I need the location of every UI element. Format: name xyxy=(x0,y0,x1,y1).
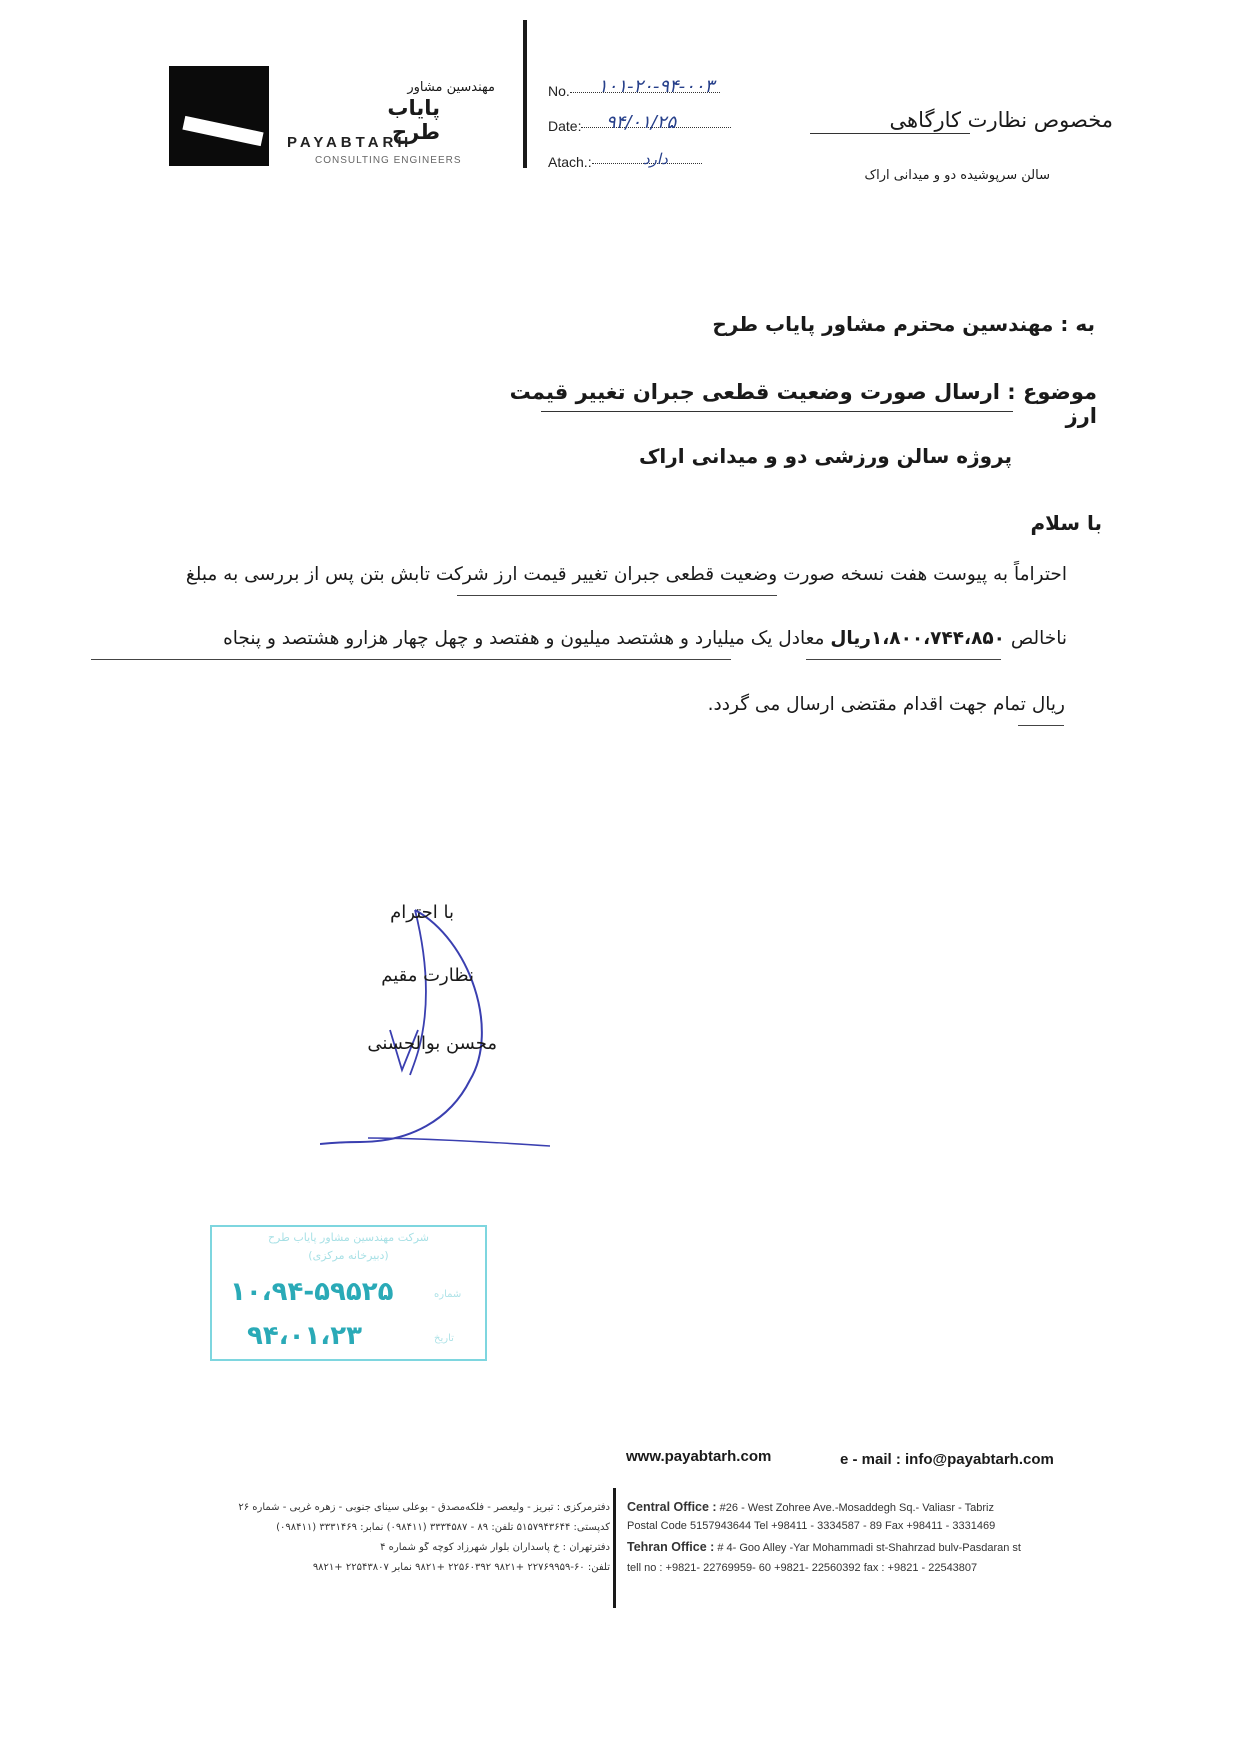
signature-role: نظارت مقیم xyxy=(381,965,474,986)
body-paragraph-line-2 xyxy=(91,628,1067,649)
attachment-value: دارد xyxy=(643,150,668,168)
website-link[interactable]: www.payabtarh.com xyxy=(626,1448,772,1465)
amount-words-underline xyxy=(91,659,731,660)
logo-english-caption: CONSULTING ENGINEERS xyxy=(315,155,462,166)
closing-sentence: تمام جهت اقدام مقتضی ارسال می گردد. xyxy=(707,694,1032,715)
tehran-office-address xyxy=(627,1540,1021,1554)
logo-english-name: PAYABTARH xyxy=(287,134,413,151)
stamp-subheader: (دبیرخانه مرکزی) xyxy=(308,1249,389,1262)
tehran-office-contact: tell no : +9821- 22769959- 60 +9821- 22560392 fax : +9821 - 22543807 xyxy=(627,1562,978,1574)
body-paragraph-line-3 xyxy=(670,694,1065,715)
footer-fa-line-2: کدپستی: ۵۱۵۷۹۴۳۶۴۴ تلفن: ۸۹ - ۳۳۳۴۵۸۷ (۰۹۸۴۱۱) نمابر: ۳۳۳۱۴۶۹ (۰۹۸۴۱۱) xyxy=(276,1522,610,1533)
stamp-number: ۱۰،۹۴-۵۹۵۲۵ xyxy=(230,1277,394,1307)
project-caption: سالن سرپوشیده دو و میدانی اراک xyxy=(864,168,1050,183)
logo-persian-name: پایاب طرح xyxy=(387,96,440,144)
date-value: ۹۴/۰۱/۲۵ xyxy=(606,112,677,133)
body-paragraph-line-1: احتراماً به پیوست هفت نسخه صورت وضعیت قطعی جبران تغییر قیمت ارز شرکت تابش بتن پس از بررسی به مبلغ xyxy=(185,564,1067,585)
department-title: مخصوص نظارت کارگاهی xyxy=(889,108,1113,132)
footer-divider xyxy=(613,1488,616,1608)
stamp-number-label: شماره xyxy=(434,1289,462,1300)
footer-fa-line-3: دفترتهران : خ پاسداران بلوار شهرزاد کوچه گو شماره ۴ xyxy=(380,1542,610,1553)
rial-word: ریال xyxy=(1031,694,1065,715)
registry-stamp xyxy=(210,1225,487,1361)
rial-underline xyxy=(1018,725,1064,726)
salutation: با سلام xyxy=(1030,511,1102,535)
amount-figure: ۱،۸۰۰،۷۴۴،۸۵۰ریال xyxy=(830,628,1005,649)
department-title-underline xyxy=(810,133,970,134)
central-office-label: Central Office : xyxy=(627,1500,717,1514)
amount-in-words: معادل یک میلیارد و هشتصد میلیون و هفتصد و چهل چهار هزارو هشتصد و پنجاه xyxy=(223,628,831,649)
letter-date-row xyxy=(548,112,731,134)
tehran-office-label: Tehran Office : xyxy=(627,1540,715,1554)
date-label: Date: xyxy=(548,118,582,134)
letter-number-row xyxy=(548,76,720,99)
logo-slash-shape xyxy=(182,116,263,146)
number-value: ۱۰۱-۲۰-۹۴-۰۰۳ xyxy=(598,76,715,97)
email-link[interactable]: e - mail : info@payabtarh.com xyxy=(840,1451,1054,1468)
central-office-street: #26 - West Zohree Ave.-Mosaddegh Sq.- Valiasr - Tabriz xyxy=(716,1502,994,1514)
company-logo-mark xyxy=(169,66,269,166)
logo-persian-caption: مهندسین مشاور xyxy=(407,80,495,95)
letter-attachment-row xyxy=(548,150,702,170)
gross-label: ناخالص xyxy=(1004,628,1067,649)
signature-name: محسن بوالحسنی xyxy=(367,1033,497,1054)
stamp-date-label: تاریخ xyxy=(434,1333,454,1344)
amount-underline xyxy=(806,659,1001,660)
body-line-1-underline xyxy=(457,595,777,596)
stamp-date: ۹۴،۰۱،۲۳ xyxy=(247,1321,362,1351)
footer-fa-line-1: دفترمرکزی : تبریز - ولیعصر - فلکه‌مصدق - بوعلی سینای جنوبی - زهره غربی - شماره ۲۶ xyxy=(238,1502,610,1513)
signature-closing: با احترام xyxy=(390,902,454,923)
project-line: پروژه سالن ورزشی دو و میدانی اراک xyxy=(638,444,1012,468)
stamp-header: شرکت مهندسین مشاور پایاب طرح xyxy=(267,1231,430,1244)
central-office-address xyxy=(627,1500,994,1514)
recipient-line: به : مهندسین محترم مشاور پایاب طرح xyxy=(712,312,1095,336)
central-office-contact: Postal Code 5157943644 Tel +98411 - 3334587 - 89 Fax +98411 - 3331469 xyxy=(627,1520,996,1532)
header-divider xyxy=(523,20,527,168)
subject-underline xyxy=(541,411,1013,412)
subject-line: موضوع : ارسال صورت وضعیت قطعی جبران تغییر قیمت ارز xyxy=(509,380,1097,428)
number-label: No. xyxy=(548,83,570,99)
tehran-office-street: # 4- Goo Alley -Yar Mohammadi st-Shahrzad bulv-Pasdaran st xyxy=(714,1542,1021,1554)
attachment-label: Atach.: xyxy=(548,154,592,170)
footer-fa-line-4: تلفن: ۶۰-۲۲۷۶۹۹۵۹ +۹۸۲۱ ۲۲۵۶۰۳۹۲ +۹۸۲۱ نمابر ۲۲۵۴۳۸۰۷ +۹۸۲۱ xyxy=(312,1562,610,1573)
